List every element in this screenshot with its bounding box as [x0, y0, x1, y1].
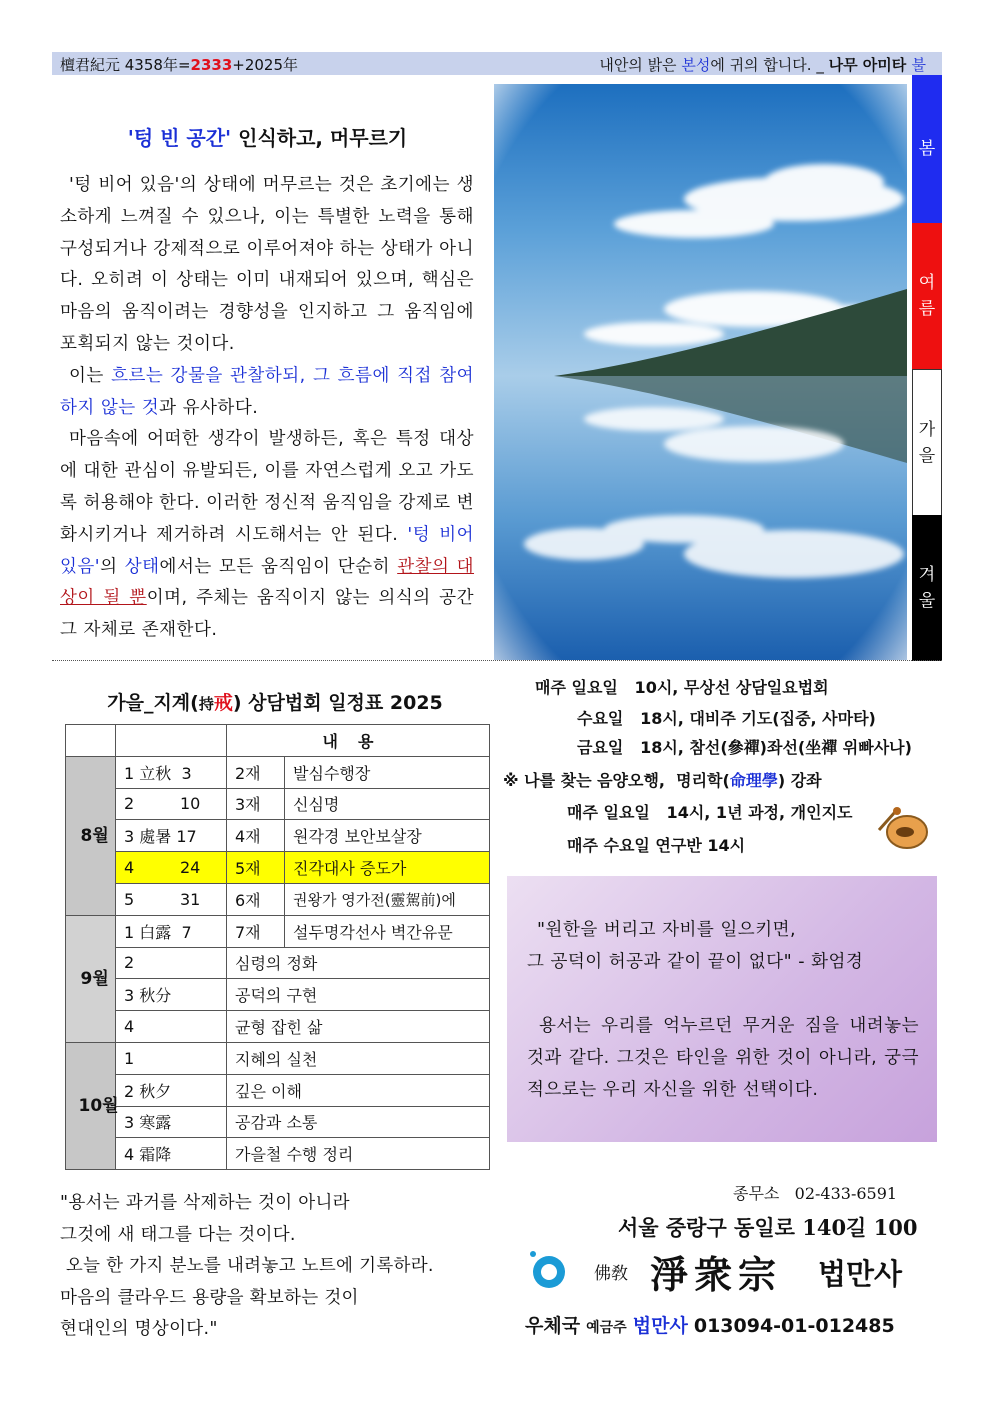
week-cell: 4 [116, 1011, 227, 1043]
season-tab-winter: 겨울 [912, 515, 942, 661]
month-label: 8월 [66, 756, 116, 915]
moktak-icon [875, 806, 931, 852]
header-bar [52, 52, 942, 75]
week-cell: 3 處暑 17 [116, 820, 227, 852]
bank-account: 우체국 예금주 법만사 013094-01-012485 [525, 1315, 895, 1337]
quote-box-paragraph: 용서는 우리를 억누르던 무거운 짐을 내려놓는 것과 같다. 그것은 타인을 위한 것이 아니라, 궁극적으로는 우리 자신을 위한 선택이다. [527, 1016, 919, 1100]
week-cell: 4 24 [116, 852, 227, 884]
week-cell: 3 秋分 [116, 979, 227, 1011]
table-row [66, 788, 490, 820]
content-cell: 신심명 [285, 788, 490, 820]
office-phone: 종무소 02-433-6591 [733, 1184, 898, 1203]
section-divider [52, 660, 942, 661]
event-sunday: 매주 일요일 10시, 무상선 상담일요법회 [535, 678, 829, 697]
article-paragraph: 이는 흐르는 강물을 관찰하되, 그 흐름에 직접 참여하지 않는 것과 유사하다. [60, 365, 474, 418]
quote-box-text [527, 914, 917, 978]
event-friday: 금요일 18시, 참선(參禪)좌선(坐禪 위빠사나) [577, 738, 912, 757]
content-cell: 발심수행장 [285, 756, 490, 788]
table-row-highlighted [66, 852, 490, 884]
quote-box [507, 876, 937, 1142]
content-cell: 진각대사 증도가 [285, 852, 490, 884]
table-row [66, 1138, 490, 1170]
week-cell: 2 10 [116, 788, 227, 820]
table-row [66, 756, 490, 788]
session-cell: 6재 [227, 883, 285, 915]
quote-line: 그 공덕이 허공과 같이 끝이 없다" - 화엄경 [527, 952, 864, 972]
schedule-table [65, 724, 490, 1170]
session-cell: 7재 [227, 915, 285, 947]
season-tab-summer: 여름 [912, 223, 942, 369]
week-cell: 1 白露 7 [116, 915, 227, 947]
session-cell: 3재 [227, 788, 285, 820]
session-cell: 5재 [227, 852, 285, 884]
quote-line: "원한을 버리고 자비를 일으키면, [537, 920, 797, 940]
month-label: 9월 [66, 915, 116, 1042]
content-cell: 깊은 이해 [227, 1074, 490, 1106]
content-cell: 지혜의 실천 [227, 1042, 490, 1074]
session-cell: 4재 [227, 820, 285, 852]
article-title: '텅 빈 공간' 인식하고, 머무르기 [127, 126, 408, 150]
table-header-content: 내용 [227, 725, 490, 757]
week-cell: 2 秋夕 [116, 1074, 227, 1106]
buddhism-label: 佛敎 [594, 1264, 628, 1284]
week-cell: 5 31 [116, 883, 227, 915]
content-cell: 균형 잡힌 삶 [227, 1011, 490, 1043]
content-cell: 권왕가 영가전(靈駕前)에 [285, 883, 490, 915]
week-cell: 2 [116, 947, 227, 979]
header-motto: 내안의 밝은 본성에 귀의 합니다. _ 나무 아미타 불 [599, 56, 926, 74]
table-row [66, 1106, 490, 1138]
session-cell: 2재 [227, 756, 285, 788]
table-row [66, 883, 490, 915]
season-tab-autumn: 가을 [912, 369, 942, 517]
table-header-row [66, 725, 490, 757]
header-date: 檀君紀元 4358年=2333+2025年 [60, 56, 299, 74]
content-cell: 원각경 보안보살장 [285, 820, 490, 852]
table-row [66, 915, 490, 947]
address: 서울 중랑구 동일로 140길 100 [618, 1215, 918, 1240]
event-lecture-sunday: 매주 일요일 14시, 1년 과정, 개인지도 [567, 803, 853, 822]
article-paragraph: 마음속에 어떠한 생각이 발생하든, 혹은 특정 대상에 대한 관심이 유발되든, 이를 자연스럽게 오고 가도록 허용해야 한다. 이러한 정신적 움직임을 강제로 변화시키거나 제거하려 시도해서는 안 된다. '텅 비어 있음'의 상태에서는 모든 움직임이 단순히 관찰의 대상이 될 뿐이며, 주체는 움직이지 않는 의식의 공간 그 자체로 존재한다. [60, 429, 475, 641]
sect-name: 淨衆宗 [650, 1252, 783, 1297]
content-cell: 심령의 정화 [227, 947, 490, 979]
content-cell: 설두명각선사 벽간유문 [285, 915, 490, 947]
month-label: 10월 [66, 1042, 116, 1169]
week-cell: 1 立秋 3 [116, 756, 227, 788]
temple-logo [525, 1246, 573, 1294]
article-paragraph: '텅 비어 있음'의 상태에 머무르는 것은 초기에는 생소하게 느껴질 수 있으나, 이는 특별한 노력을 통해 구성되거나 강제적으로 이루어져야 하는 상태가 아니다. 오히려 이 상태는 이미 내재되어 있으며, 핵심은 마음의 움직이려는 경향성을 인지하고 그 움직임에 포획되지 않는 것이다. [60, 175, 474, 354]
event-wednesday: 수요일 18시, 대비주 기도(집중, 사마타) [577, 709, 876, 728]
week-cell: 3 寒露 [116, 1106, 227, 1138]
table-row [66, 1011, 490, 1043]
table-row [66, 820, 490, 852]
season-tab-spring: 봄 [912, 75, 942, 223]
lake-reflection-photo [494, 84, 907, 660]
content-cell: 공감과 소통 [227, 1106, 490, 1138]
table-row [66, 947, 490, 979]
content-cell: 공덕의 구현 [227, 979, 490, 1011]
table-row [66, 1042, 490, 1074]
week-cell: 4 霜降 [116, 1138, 227, 1170]
temple-name: 법만사 [818, 1257, 903, 1291]
schedule-title: 가을_지계(持戒) 상담법회 일정표 2025 [107, 692, 443, 714]
table-row [66, 979, 490, 1011]
week-cell: 1 [116, 1042, 227, 1074]
table-row [66, 1074, 490, 1106]
event-lecture-wednesday: 매주 수요일 연구반 14시 [567, 836, 746, 855]
article-body [60, 170, 474, 647]
event-lecture: ※ 나를 찾는 음양오행, 명리학(命理學) 강좌 [503, 771, 822, 790]
content-cell: 가을철 수행 정리 [227, 1138, 490, 1170]
bottom-quote: "용서는 과거를 삭제하는 것이 아니라 그것에 새 태그를 다는 것이다. 오늘 한 가지 분노를 내려놓고 노트에 기록하라. 마음의 클라우드 용량을 확보하는 것이 현대인의 명상이다." [60, 1193, 434, 1339]
